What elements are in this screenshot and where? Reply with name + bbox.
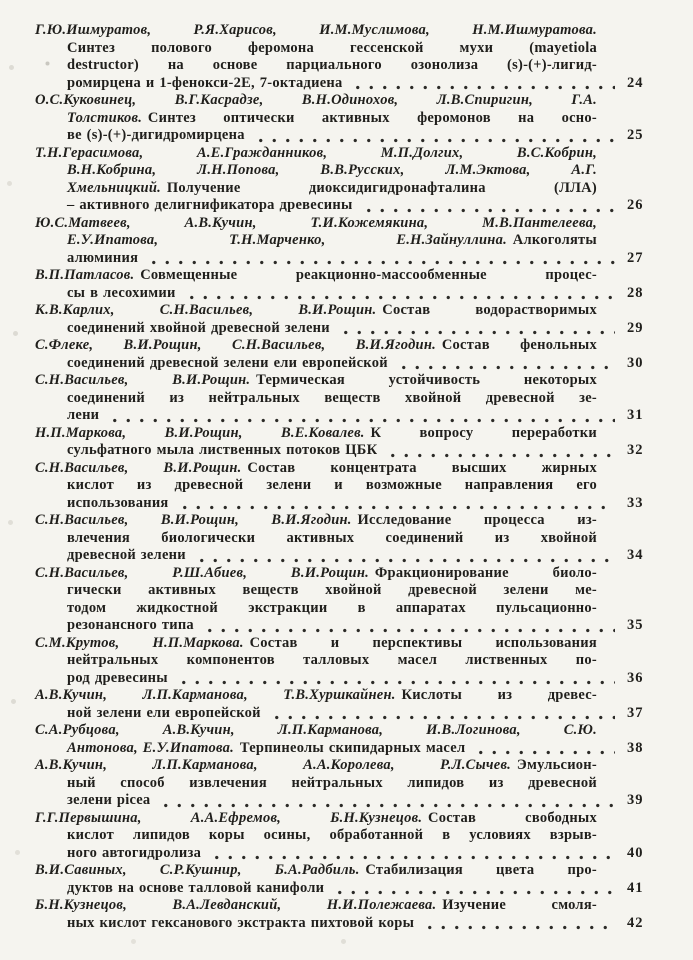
page-number: 30 xyxy=(627,354,644,371)
authors-text: Хмельницкий. xyxy=(67,179,162,196)
title-text: использования xyxy=(67,494,169,511)
title-text: древесной зелени xyxy=(67,547,186,563)
page-number: 29 xyxy=(627,319,644,336)
title-text: соединений хвойной древесной зелени xyxy=(67,319,330,336)
toc-entry xyxy=(35,145,657,215)
dot-leader xyxy=(474,742,615,757)
page-number: 25 xyxy=(627,127,644,143)
toc-entry xyxy=(35,302,657,337)
toc-line xyxy=(35,75,657,93)
title-text: Эмульсион- xyxy=(516,757,597,773)
dot-leader xyxy=(339,322,615,337)
title-text: дуктов на основе талловой канифоли xyxy=(67,879,325,896)
title-text: Исследование процесса из- xyxy=(357,512,597,528)
dot-leader xyxy=(185,287,615,302)
toc-line xyxy=(35,267,597,285)
dot-leader xyxy=(351,77,615,92)
toc-entry xyxy=(35,862,657,897)
title-text: Состав свободных xyxy=(428,809,597,826)
title-text: – активного делигнификатора древесины xyxy=(67,197,353,213)
title-text: соединений из нейтральных веществ хвойной древесной зе- xyxy=(67,389,597,406)
page-number: 40 xyxy=(627,844,644,861)
toc-line xyxy=(35,512,597,530)
dot-leader xyxy=(397,357,615,372)
dot-leader xyxy=(147,252,615,267)
title-text: соединений древесной зелени ели европейской xyxy=(67,354,388,371)
title-text: род древесины xyxy=(67,669,168,686)
title-text: Фракционирование биоло- xyxy=(374,564,597,581)
toc-entry xyxy=(35,635,657,688)
authors-text: В.И.Савиных, С.Р.Кушнир, Б.А.Радбиль. xyxy=(35,862,360,878)
dot-leader xyxy=(270,707,615,722)
authors-text: В.П.Патласов. xyxy=(35,267,135,283)
toc-line xyxy=(35,670,657,688)
dot-leader xyxy=(423,917,615,932)
toc-line xyxy=(35,897,597,915)
title-text: нейтральных компонентов талловых масел лиственных по- xyxy=(67,652,597,668)
title-text: лени xyxy=(67,407,100,423)
authors-text: Г.Г.Первышина, А.А.Ефремов, Б.Н.Кузнецов. xyxy=(35,809,423,826)
title-text: destructor) на основе парциального озонолиза (s)-(+)-лигид- xyxy=(67,57,597,73)
title-text: Синтез оптически активных феромонов на осно- xyxy=(147,109,597,126)
title-text: Изучение смоля- xyxy=(442,897,597,913)
toc-entry xyxy=(35,810,657,863)
toc-line xyxy=(35,320,657,338)
title-text: ный способ извлечения нейтральных липидов из древесной xyxy=(67,774,597,791)
toc-line xyxy=(35,372,597,390)
toc-line xyxy=(35,337,597,355)
toc-line xyxy=(35,547,657,565)
scan-noise xyxy=(0,0,3,3)
authors-text: Н.П.Маркова, В.И.Рощин, В.Е.Ковалев. xyxy=(35,424,365,441)
authors-text: Т.Н.Герасимова, А.Е.Гражданников, М.П.Долгих, В.С.Кобрин, xyxy=(35,144,597,161)
authors-text: Толстиков. xyxy=(67,109,143,126)
toc-line xyxy=(35,215,597,233)
toc-line xyxy=(35,845,657,863)
toc-line xyxy=(35,652,597,670)
toc-line xyxy=(35,40,597,58)
authors-text: Ю.С.Матвеев, А.В.Кучин, Т.И.Кожемякина, М.В.Пантелеева, xyxy=(35,214,597,231)
toc-line xyxy=(35,880,657,898)
title-text: Состав фенольных xyxy=(441,337,598,353)
toc-line xyxy=(35,92,597,110)
title-text: ной зелени ели европейской xyxy=(67,704,261,721)
authors-text: А.В.Кучин, Л.П.Карманова, Т.В.Хуршкайнен. xyxy=(35,687,396,703)
page-number: 38 xyxy=(627,739,644,756)
toc-line xyxy=(35,722,597,740)
title-text: ного автогидролиза xyxy=(67,844,202,861)
title-text: ромирцена и 1-фенокси-2Е, 7-октадиена xyxy=(67,74,343,91)
page-number: 31 xyxy=(627,407,644,423)
title-text: зелени picea xyxy=(67,792,151,808)
toc-line xyxy=(35,582,597,600)
toc-line xyxy=(35,827,597,845)
title-text: Алкоголяты xyxy=(512,232,597,248)
toc-line xyxy=(35,530,597,548)
page-number: 36 xyxy=(627,669,644,686)
title-text: Стабилизация цвета про- xyxy=(365,862,597,878)
page-number: 24 xyxy=(627,74,644,91)
title-text: Термическая устойчивость некоторых xyxy=(256,372,597,388)
title-text: Кислоты из древес- xyxy=(401,687,597,703)
toc-line xyxy=(35,145,597,163)
title-text: Состав концентрата высших жирных xyxy=(247,459,597,476)
toc-line xyxy=(35,495,657,513)
dot-leader xyxy=(362,199,615,214)
title-text: Терпинеолы скипидарных масел xyxy=(239,739,466,756)
toc-entry xyxy=(35,565,657,635)
title-text: кислот липидов коры осины, обработанной в условиях взрыв- xyxy=(67,827,597,843)
toc-line xyxy=(35,302,597,320)
dot-leader xyxy=(108,409,615,424)
toc-entry xyxy=(35,425,657,460)
dot-leader xyxy=(203,619,615,634)
authors-text: В.Н.Кобрина, Л.Н.Попова, В.В.Русских, Л.М.Эктова, А.Г. xyxy=(67,162,597,178)
authors-text: Е.У.Ипатова, Т.Н.Марченко, Е.Н.Зайнуллина. xyxy=(67,232,507,248)
toc-line xyxy=(35,22,597,40)
toc-entry xyxy=(35,722,657,757)
dot-leader xyxy=(386,444,615,459)
toc-line xyxy=(35,740,657,758)
toc-line xyxy=(35,250,657,268)
authors-text: С.А.Рубцова, А.В.Кучин, Л.П.Карманова, И.В.Логинова, С.Ю. xyxy=(35,722,597,738)
authors-text: А.В.Кучин, Л.П.Карманова, А.А.Королева, Р.Л.Сычев. xyxy=(35,757,512,773)
page-number: 34 xyxy=(627,547,644,563)
title-text: кислот из древесной зелени и возможные направления его xyxy=(67,477,597,493)
toc-line xyxy=(35,617,657,635)
page-number: 33 xyxy=(627,494,644,511)
title-text: сы в лесохимии xyxy=(67,284,176,301)
title-text: ных кислот гексанового экстракта пихтовой коры xyxy=(67,914,415,931)
toc-line xyxy=(35,425,597,443)
toc-line xyxy=(35,915,657,933)
toc-line xyxy=(35,127,657,145)
title-text: тодом жидкостной экстракции в аппаратах пульсационно- xyxy=(67,599,597,616)
title-text: Получение диоксидигидронафталина (ЛЛА) xyxy=(166,179,597,196)
title-text: Совмещенные реакционно-массообменные процес- xyxy=(140,267,597,283)
title-text: гически активных веществ хвойной древесной зелени ме- xyxy=(67,582,597,598)
dot-leader xyxy=(333,882,615,897)
toc-entry xyxy=(35,337,657,372)
page-number: 26 xyxy=(627,197,644,213)
toc-line xyxy=(35,600,597,618)
page-number: 42 xyxy=(627,914,644,931)
page-number: 35 xyxy=(627,617,644,633)
page-number: 41 xyxy=(627,879,644,896)
title-text: влечения биологически активных соединений из хвойной xyxy=(67,529,597,546)
toc-line xyxy=(35,232,597,250)
toc-line xyxy=(35,197,657,215)
authors-text: С.Н.Васильев, Р.Ш.Абиев, В.И.Рощин. xyxy=(35,564,370,581)
toc-entry xyxy=(35,267,657,302)
toc-entry xyxy=(35,757,657,810)
toc-line xyxy=(35,180,597,198)
title-text: ве (s)-(+)-дигидромирцена xyxy=(67,127,245,143)
toc-entry xyxy=(35,92,657,145)
toc-entry xyxy=(35,22,657,92)
authors-text: Антонова, Е.У.Ипатова. xyxy=(67,739,235,756)
toc-line xyxy=(35,565,597,583)
toc-entry xyxy=(35,687,657,722)
page-number: 37 xyxy=(627,704,644,721)
page-number: 28 xyxy=(627,284,644,301)
authors-text: С.Флеке, В.И.Рощин, С.Н.Васильев, В.И.Ягодин. xyxy=(35,337,437,353)
toc-entry xyxy=(35,512,657,565)
toc-list xyxy=(35,22,657,932)
toc-line xyxy=(35,460,597,478)
dot-leader xyxy=(195,549,615,564)
authors-text: Б.Н.Кузнецов, В.А.Левданский, Н.И.Полежаева. xyxy=(35,897,437,913)
page-number: 32 xyxy=(627,442,644,458)
authors-text: Г.Ю.Ишмуратов, Р.Я.Харисов, И.М.Муслимова, Н.М.Ишмуратова. xyxy=(35,22,597,38)
title-text: К вопросу переработки xyxy=(370,424,597,441)
title-text: Состав водорастворимых xyxy=(382,302,597,318)
toc-line xyxy=(35,757,597,775)
toc-line xyxy=(35,442,657,460)
dot-leader xyxy=(159,794,615,809)
title-text: Состав и перспективы использования xyxy=(249,634,597,651)
dot-leader xyxy=(210,847,615,862)
authors-text: С.Н.Васильев, В.И.Рощин, В.И.Ягодин. xyxy=(35,512,352,528)
toc-entry xyxy=(35,897,657,932)
toc-line xyxy=(35,635,597,653)
toc-entry xyxy=(35,372,657,425)
title-text: алюминия xyxy=(67,249,139,266)
dot-leader xyxy=(178,497,615,512)
page-number: 39 xyxy=(627,792,644,808)
toc-line xyxy=(35,57,597,75)
toc-line xyxy=(35,162,597,180)
title-text: сульфатного мыла лиственных потоков ЦБК xyxy=(67,442,378,458)
toc-line xyxy=(35,705,657,723)
title-text: резонансного типа xyxy=(67,617,194,633)
authors-text: С.М.Крутов, Н.П.Маркова. xyxy=(35,634,244,651)
toc-line xyxy=(35,285,657,303)
toc-line xyxy=(35,110,597,128)
toc-line xyxy=(35,862,597,880)
toc-line xyxy=(35,792,657,810)
authors-text: С.Н.Васильев, В.И.Рощин. xyxy=(35,459,242,476)
toc-line xyxy=(35,687,597,705)
toc-line xyxy=(35,775,597,793)
authors-text: О.С.Куковинец, В.Г.Касрадзе, В.Н.Одинохов, Л.В.Спиригин, Г.А. xyxy=(35,92,597,108)
toc-line xyxy=(35,407,657,425)
toc-entry xyxy=(35,460,657,513)
toc-line xyxy=(35,390,597,408)
toc-entry xyxy=(35,215,657,268)
authors-text: С.Н.Васильев, В.И.Рощин. xyxy=(35,372,251,388)
toc-line xyxy=(35,355,657,373)
dot-leader xyxy=(254,129,615,144)
toc-line xyxy=(35,477,597,495)
dot-leader xyxy=(177,672,615,687)
authors-text: К.В.Карлих, С.Н.Васильев, В.И.Рощин. xyxy=(35,302,377,318)
page-number: 27 xyxy=(627,249,644,266)
title-text: Синтез полового феромона гессенской мухи (mayetiola xyxy=(67,39,597,56)
toc-line xyxy=(35,810,597,828)
